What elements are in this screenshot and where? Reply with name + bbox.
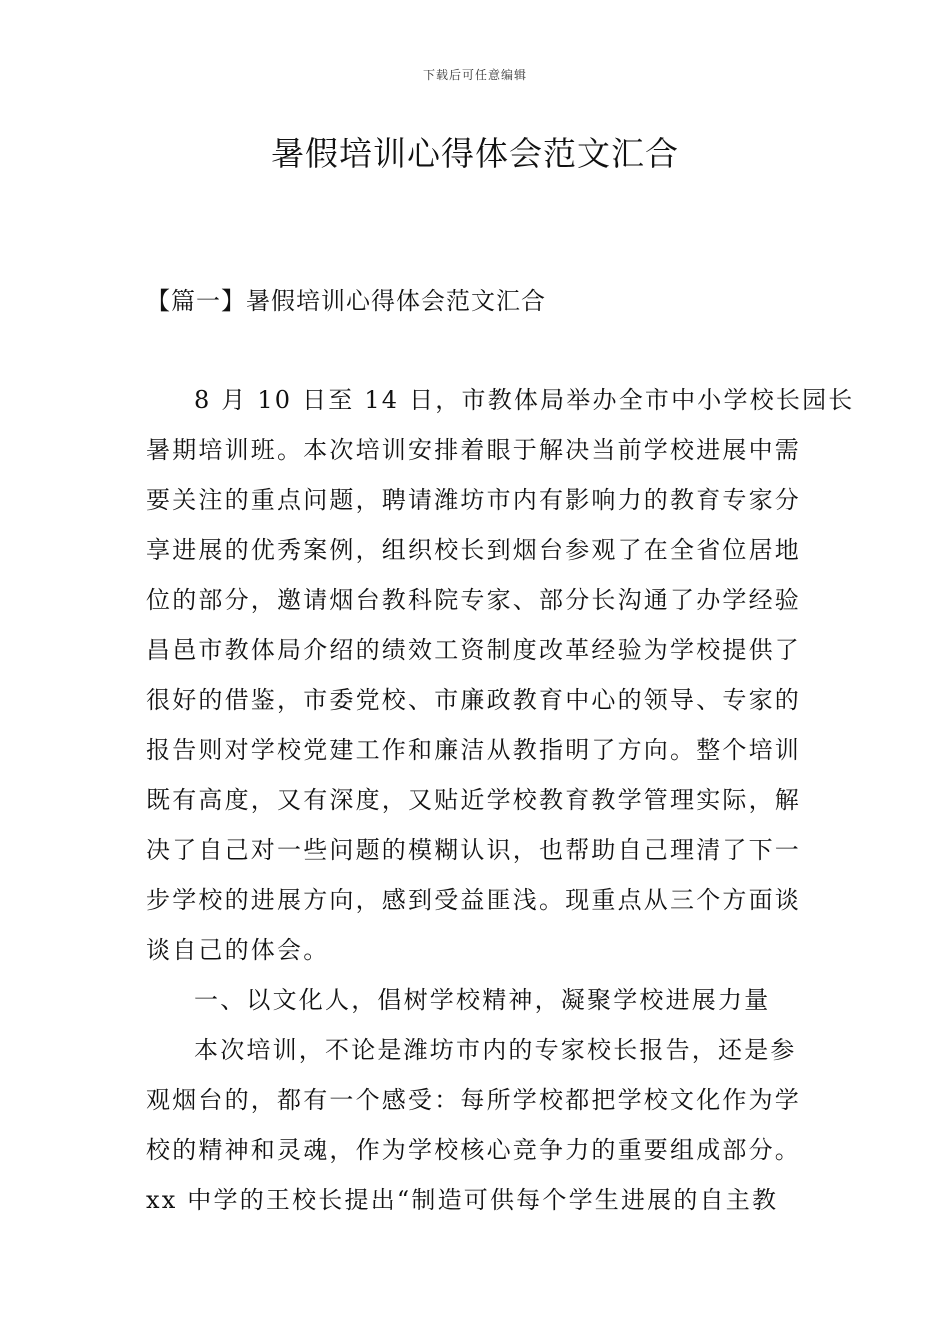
subheading-line: 一、以文化人，倡树学校精神，凝聚学校进展力量 bbox=[194, 986, 771, 1014]
paragraph-line: 本次培训，不论是潍坊市内的专家校长报告，还是参 bbox=[194, 1036, 797, 1064]
paragraph-line: 既有高度，又有深度，又贴近学校教育教学管理实际，解 bbox=[146, 786, 801, 814]
header-note: 下载后可任意编辑 bbox=[422, 68, 527, 82]
paragraph-line: 观烟台的，都有一个感受：每所学校都把学校文化作为学 bbox=[146, 1086, 801, 1114]
paragraph-line: 昌邑市教体局介绍的绩效工资制度改革经验为学校提供了 bbox=[146, 636, 801, 664]
body-text bbox=[146, 375, 855, 1225]
paragraph-line: 暑期培训班。本次培训安排着眼于解决当前学校进展中需 bbox=[146, 436, 801, 464]
paragraph-line: 要关注的重点问题，聘请潍坊市内有影响力的教育专家分 bbox=[146, 486, 801, 514]
paragraph-line: 8 月 10 日至 14 日，市教体局举办全市中小学校长园长 bbox=[194, 386, 855, 414]
paragraph-line: 享进展的优秀案例，组织校长到烟台参观了在全省位居地 bbox=[146, 536, 801, 564]
paragraph-line: 谈自己的体会。 bbox=[146, 936, 330, 964]
paragraph-line: xx 中学的王校长提出“制造可供每个学生进展的自主教 bbox=[146, 1186, 779, 1214]
document-title: 暑假培训心得体会范文汇合 bbox=[271, 134, 679, 173]
paragraph-line: 决了自己对一些问题的模糊认识，也帮助自己理清了下一 bbox=[146, 836, 801, 864]
paragraph-line: 步学校的进展方向，感到受益匪浅。现重点从三个方面谈 bbox=[146, 886, 801, 914]
section-heading: 【篇一】暑假培训心得体会范文汇合 bbox=[146, 287, 546, 315]
paragraph-line: 位的部分，邀请烟台教科院专家、部分长沟通了办学经验 bbox=[146, 586, 801, 614]
paragraph-line: 校的精神和灵魂，作为学校核心竞争力的重要组成部分。 bbox=[146, 1136, 801, 1164]
paragraph-line: 很好的借鉴，市委党校、市廉政教育中心的领导、专家的 bbox=[146, 686, 801, 714]
paragraph-line: 报告则对学校党建工作和廉洁从教指明了方向。整个培训 bbox=[146, 736, 801, 764]
